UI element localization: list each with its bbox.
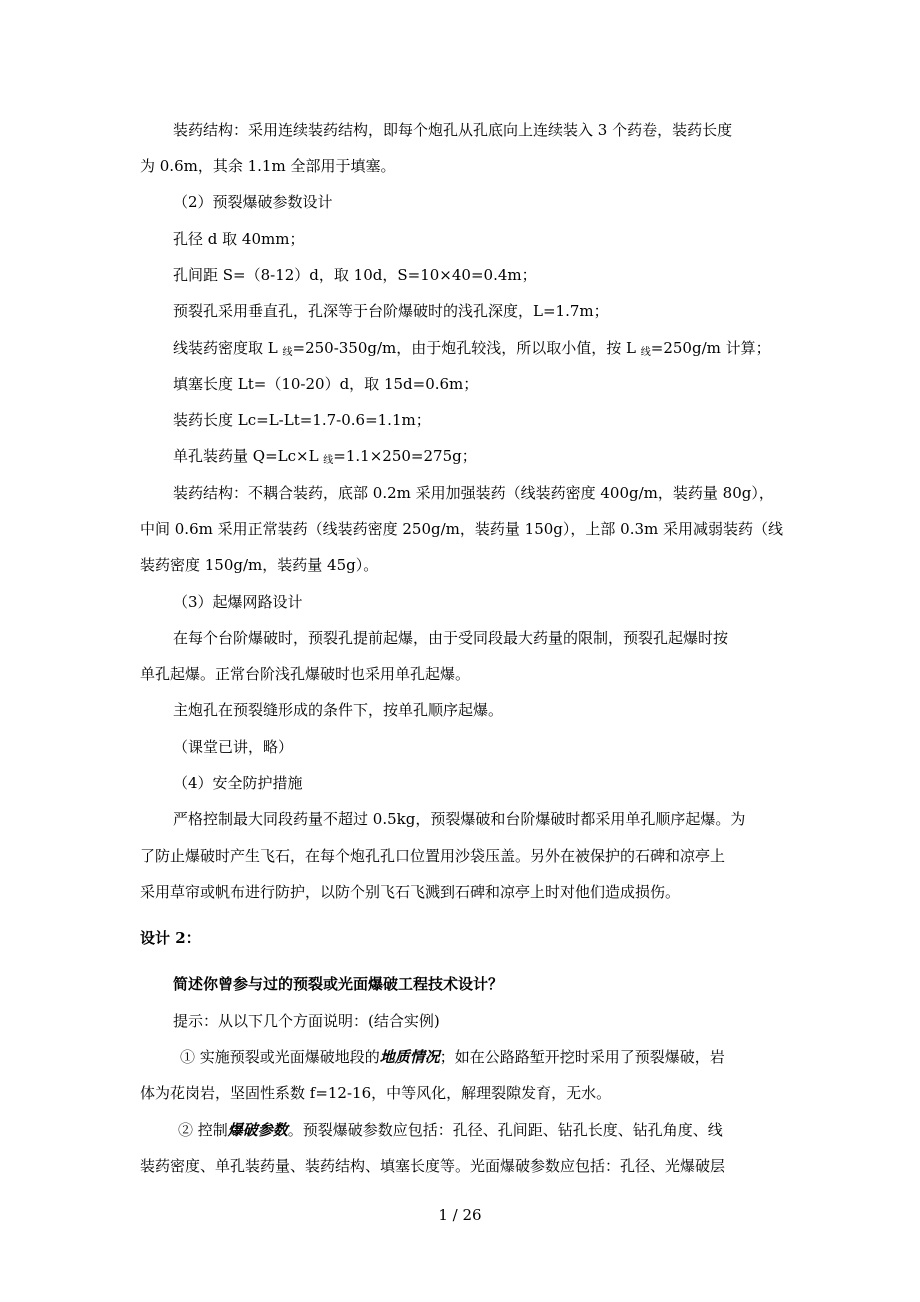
paragraph-line: 预裂孔采用垂直孔，孔深等于台阶爆破时的浅孔深度，L=1.7m； [173,302,609,320]
paragraph-line: 装药结构：采用连续装药结构，即每个炮孔从孔底向上连续装入 3 个药卷，装药长度 [173,121,733,139]
text-run: =1.1×250=275g； [333,447,477,465]
paragraph-line [178,1120,723,1140]
subscript: 线 [323,455,334,466]
subscript: 线 [640,347,651,358]
section-heading: （3）起爆网路设计 [173,593,303,611]
paragraph-line: 体为花岗岩，坚固性系数 f=12-16，中等风化，解理裂隙发育，无水。 [140,1084,612,1102]
paragraph-line [173,446,477,466]
text-run: 单孔装药量 Q=Lc×L [173,447,324,465]
paragraph-line: 采用草帘或帆布进行防护，以防个别飞石飞溅到石碑和凉亭上时对他们造成损伤。 [140,883,681,901]
text-run: ② 控制 [178,1121,228,1139]
subscript: 线 [282,347,293,358]
paragraph-line: 装药密度、单孔装药量、装药结构、填塞长度等。光面爆破参数应包括：孔径、光爆破层 [140,1157,726,1175]
emphasis: 爆破参数 [227,1121,288,1139]
emphasis: 地质情况 [379,1048,440,1066]
page-number: 1 / 26 [438,1206,482,1224]
paragraph-line: 单孔起爆。正常台阶浅孔爆破时也采用单孔起爆。 [140,665,471,683]
paragraph-line: 装药长度 Lc=L-Lt=1.7-0.6=1.1m； [173,411,431,429]
paragraph-line [173,338,771,358]
paragraph-line: 主炮孔在预裂缝形成的条件下，按单孔顺序起爆。 [173,701,504,719]
text-run: 线装药密度取 L [173,339,283,357]
paragraph-line: 填塞长度 Lt=（10-20）d，取 15d=0.6m； [173,375,479,393]
paragraph-line: 孔径 d 取 40mm； [173,230,305,248]
design-heading: 设计 2： [140,929,201,947]
question-heading: 简述你曾参与过的预裂或光面爆破工程技术设计？ [173,975,504,993]
text-run: =250g/m 计算； [650,339,771,357]
text-run: 。预裂爆破参数应包括：孔径、孔间距、钻孔长度、钻孔角度、线 [287,1121,723,1139]
paragraph-line: 严格控制最大同段药量不超过 0.5kg，预裂爆破和台阶爆破时都采用单孔顺序起爆。为 [173,810,746,828]
text-run: =250-350g/m，由于炮孔较浅，所以取小值，按 L [292,339,641,357]
section-heading: （2）预裂爆破参数设计 [173,193,333,211]
paragraph-line: 在每个台阶爆破时，预裂孔提前起爆，由于受同段最大药量的限制，预裂孔起爆时按 [173,629,729,647]
paragraph-line: 了防止爆破时产生飞石，在每个炮孔孔口位置用沙袋压盖。另外在被保护的石碑和凉亭上 [140,847,726,865]
paragraph-line: 中间 0.6m 采用正常装药（线装药密度 250g/m，装药量 150g），上部 0.3m 采用减弱装药（线 [140,520,784,538]
paragraph-line: 孔间距 S=（8-12）d，取 10d，S=10×40=0.4m； [173,266,537,284]
text-run: ① 实施预裂或光面爆破地段的 [180,1048,380,1066]
paragraph-line: （课堂已讲，略） [173,738,294,756]
section-heading: （4）安全防护措施 [173,774,303,792]
paragraph-line [180,1047,725,1067]
text-run: ；如在公路路堑开挖时采用了预裂爆破，岩 [439,1048,725,1066]
paragraph-line: 为 0.6m，其余 1.1m 全部用于填塞。 [140,157,396,175]
paragraph-line: 装药结构：不耦合装药，底部 0.2m 采用加强装药（线装药密度 400g/m，装药量 80g）， [173,484,774,502]
paragraph-line: 提示：从以下几个方面说明：(结合实例) [173,1012,440,1030]
paragraph-line: 装药密度 150g/m，装药量 45g）。 [140,556,379,574]
